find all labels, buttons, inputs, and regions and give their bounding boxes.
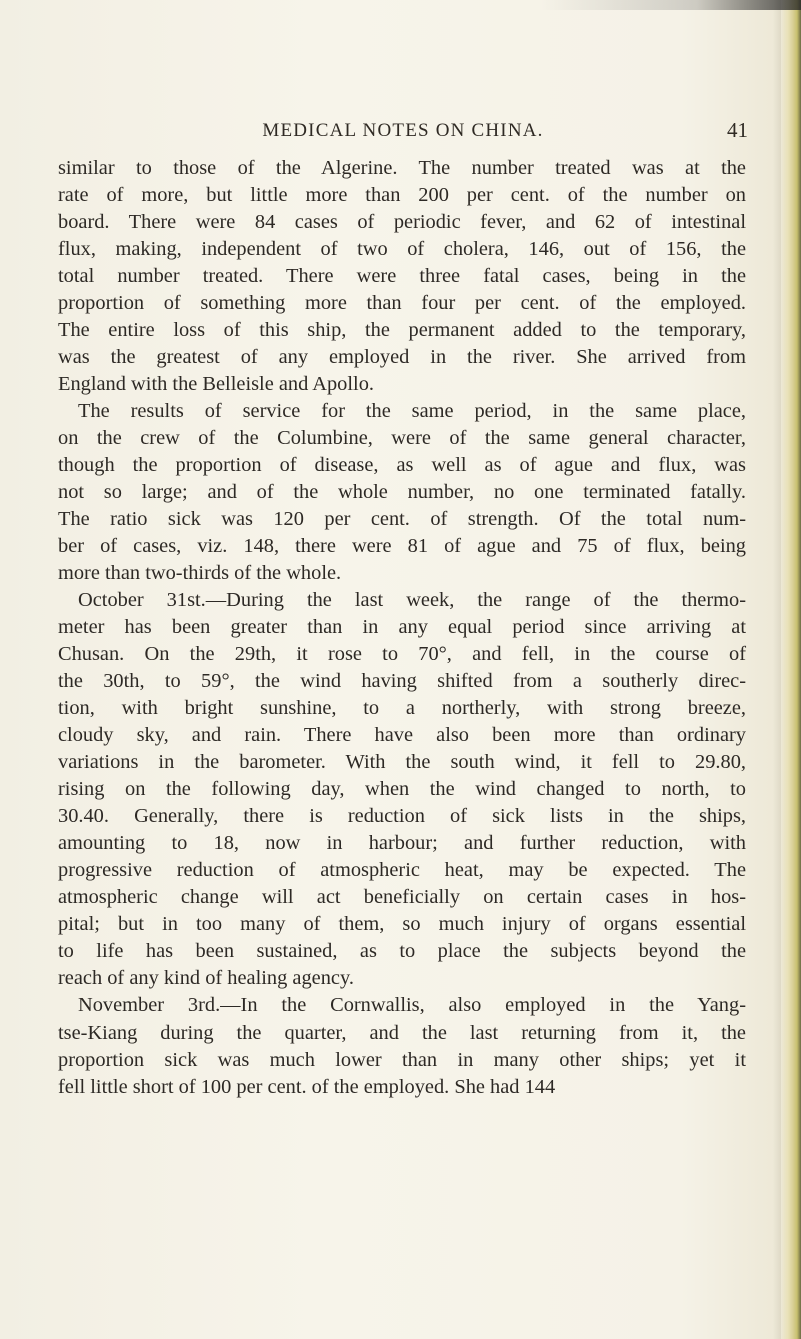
text-line: cloudy sky, and rain. There have also been more than ordinary — [58, 724, 746, 747]
page-edge-shadow — [773, 0, 781, 1339]
text-line: flux, making, independent of two of cholera, 146, out of 156, the — [58, 238, 746, 261]
text-line: 30.40. Generally, there is reduction of sick lists in the ships, — [58, 805, 746, 828]
text-line: though the proportion of disease, as well as of ague and flux, was — [58, 454, 746, 477]
text-line: atmospheric change will act beneficially on certain cases in hos- — [58, 886, 746, 909]
text-line: progressive reduction of atmospheric heat, may be expected. The — [58, 859, 746, 882]
text-line: Chusan. On the 29th, it rose to 70°, and fell, in the course of — [58, 643, 746, 666]
text-line: fell little short of 100 per cent. of the employed. She had 144 — [58, 1075, 556, 1098]
text-line: rising on the following day, when the wind changed to north, to — [58, 778, 746, 801]
text-line: similar to those of the Algerine. The number treated was at the — [58, 157, 746, 179]
text-line: England with the Belleisle and Apollo. — [58, 373, 375, 396]
text-line: not so large; and of the whole number, no one terminated fatally. — [58, 481, 746, 504]
text-line: more than two-thirds of the whole. — [58, 562, 342, 585]
text-line: November 3rd.—In the Cornwallis, also employed in the Yang- — [78, 994, 746, 1017]
text-line: meter has been greater than in any equal period since arriving at — [58, 616, 746, 639]
text-line: total number treated. There were three fatal cases, being in the — [58, 265, 746, 288]
page-top-stain — [541, 0, 801, 10]
text-line: The results of service for the same period, in the same place, — [78, 400, 746, 423]
text-line: the 30th, to 59°, the wind having shifted from a southerly direc- — [58, 670, 746, 693]
text-line: variations in the barometer. With the south wind, it fell to 29.80, — [58, 751, 746, 774]
text-line: October 31st.—During the last week, the range of the thermo- — [78, 589, 746, 612]
text-line: tion, with bright sunshine, to a northerly, with strong breeze, — [58, 697, 746, 720]
page-number: 41 — [727, 118, 748, 142]
text-line: on the crew of the Columbine, were of the same general character, — [58, 427, 746, 450]
page-edge — [781, 0, 801, 1339]
text-line: The ratio sick was 120 per cent. of strength. Of the total num- — [58, 508, 746, 531]
running-title: MEDICAL NOTES ON CHINA. — [262, 120, 544, 141]
text-line: ber of cases, viz. 148, there were 81 of ague and 75 of flux, being — [58, 535, 746, 558]
text-line: amounting to 18, now in harbour; and further reduction, with — [58, 832, 746, 855]
text-line: rate of more, but little more than 200 per cent. of the number on — [58, 184, 746, 207]
text-line: proportion sick was much lower than in many other ships; yet it — [58, 1048, 746, 1071]
text-line: to life has been sustained, as to place the subjects beyond the — [58, 940, 746, 963]
body-text — [58, 155, 746, 1101]
text-line: was the greatest of any employed in the river. She arrived from — [58, 346, 746, 369]
text-line: board. There were 84 cases of periodic fever, and 62 of intestinal — [58, 211, 746, 234]
text-line: The entire loss of this ship, the permanent added to the temporary, — [58, 319, 746, 342]
text-line: pital; but in too many of them, so much injury of organs essential — [58, 913, 746, 936]
text-line: reach of any kind of healing agency. — [58, 967, 354, 990]
text-line: proportion of something more than four per cent. of the employed. — [58, 292, 746, 315]
text-line: tse-Kiang during the quarter, and the last returning from it, the — [58, 1021, 746, 1044]
